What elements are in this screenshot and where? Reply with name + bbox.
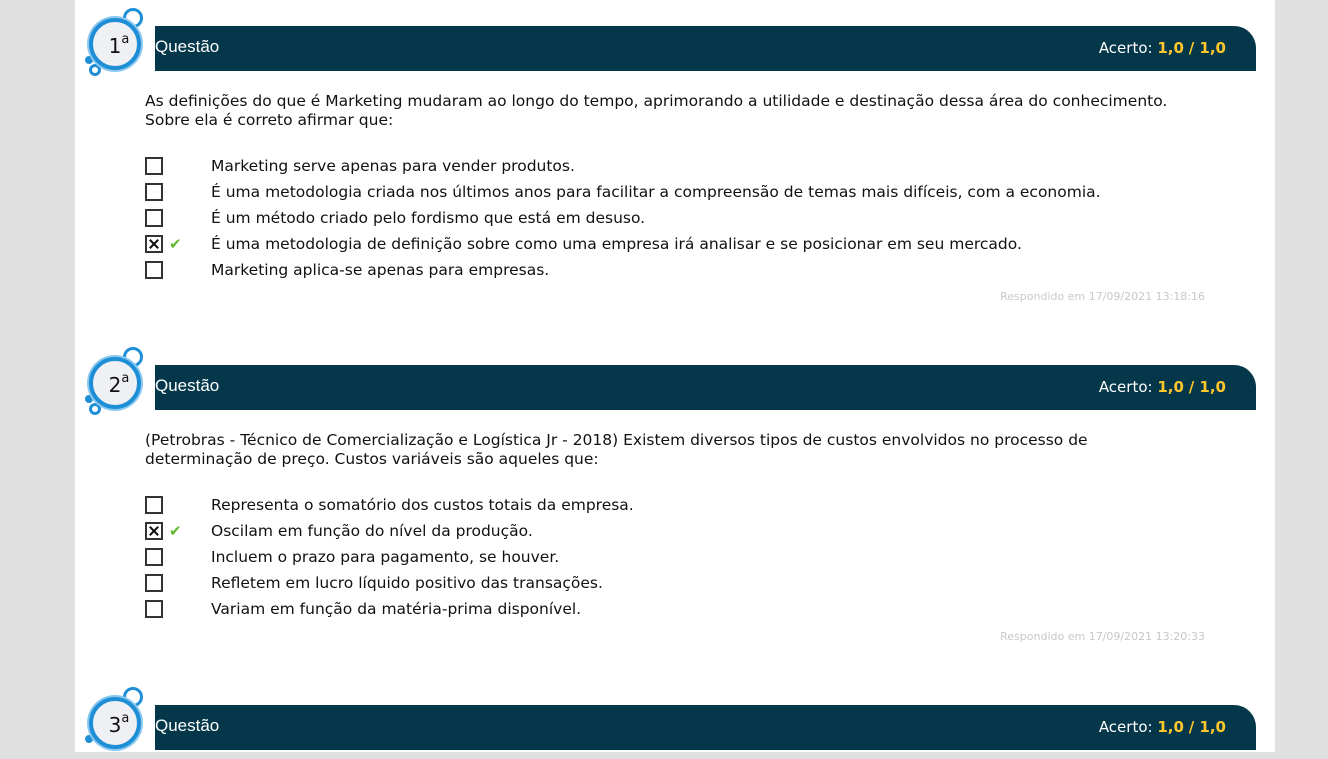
checkbox[interactable] [145,157,163,175]
bubble-decoration [89,64,101,76]
score-value: 1,0 [1157,39,1184,57]
question-title: Questão [155,376,220,395]
question-header [155,705,1256,750]
score-total: / 1,0 [1188,378,1226,396]
exam-page [75,0,1275,752]
score-value: 1,0 [1157,718,1184,736]
question-number-badge [83,689,153,759]
checkbox[interactable] [145,548,163,566]
check-icon: ✔ [169,235,182,253]
question-title: Questão [155,716,220,735]
option-label: Incluem o prazo para pagamento, se houver. [211,548,560,566]
score: Acerto: 1,0 / 1,0 [1098,378,1226,396]
checkbox[interactable] [145,600,163,618]
option-label: É um método criado pelo fordismo que está em desuso. [211,209,646,227]
bubble-decoration [89,403,101,415]
checkbox[interactable] [145,261,163,279]
option-label: Oscilam em função do nível da produção. [211,522,533,540]
score: Acerto: 1,0 / 1,0 [1098,39,1226,57]
badge-circle: 2$^a$ [89,357,141,409]
score-total: / 1,0 [1188,39,1226,57]
checkbox[interactable] [145,183,163,201]
question-text: (Petrobras - Técnico de Comercialização e Logística Jr - 2018) Existem diversos tipos de custos envolvidos no processo de determinação de preço. Custos variáveis são aqueles que: [145,431,1088,468]
answered-timestamp: Respondido em 17/09/2021 13:20:33 [1000,630,1205,643]
question-header [155,365,1256,410]
question-number-badge [83,349,153,419]
score: Acerto: 1,0 / 1,0 [1098,718,1226,736]
option-label: Refletem em lucro líquido positivo das transações. [211,574,603,592]
badge-circle: 3$^a$ [89,697,141,749]
option-label: Representa o somatório dos custos totais da empresa. [211,496,634,514]
score-total: / 1,0 [1188,718,1226,736]
option-label: Marketing serve apenas para vender produtos. [211,157,575,175]
checkbox-checked[interactable] [145,235,163,253]
checkbox[interactable] [145,496,163,514]
answered-timestamp: Respondido em 17/09/2021 13:18:16 [1000,290,1205,303]
checkbox[interactable] [145,574,163,592]
question-title: Questão [155,37,220,56]
option-label: Marketing aplica-se apenas para empresas. [211,261,550,279]
option-label: É uma metodologia criada nos últimos anos para facilitar a compreensão de temas mais difíceis, com a economia. [211,183,1101,201]
checkbox[interactable] [145,209,163,227]
check-icon: ✔ [169,522,182,540]
option-label: É uma metodologia de definição sobre como uma empresa irá analisar e se posicionar em seu mercado. [211,235,1022,253]
option-label: Variam em função da matéria-prima disponível. [211,600,582,618]
score-value: 1,0 [1157,378,1184,396]
question-number-badge [83,10,153,80]
badge-circle: 1$^a$ [89,18,141,70]
question-text: As definições do que é Marketing mudaram ao longo do tempo, aprimorando a utilidade e destinação dessa área do conhecimento. Sobre ela é correto afirmar que: [145,92,1168,129]
question-header [155,26,1256,71]
checkbox-checked[interactable] [145,522,163,540]
